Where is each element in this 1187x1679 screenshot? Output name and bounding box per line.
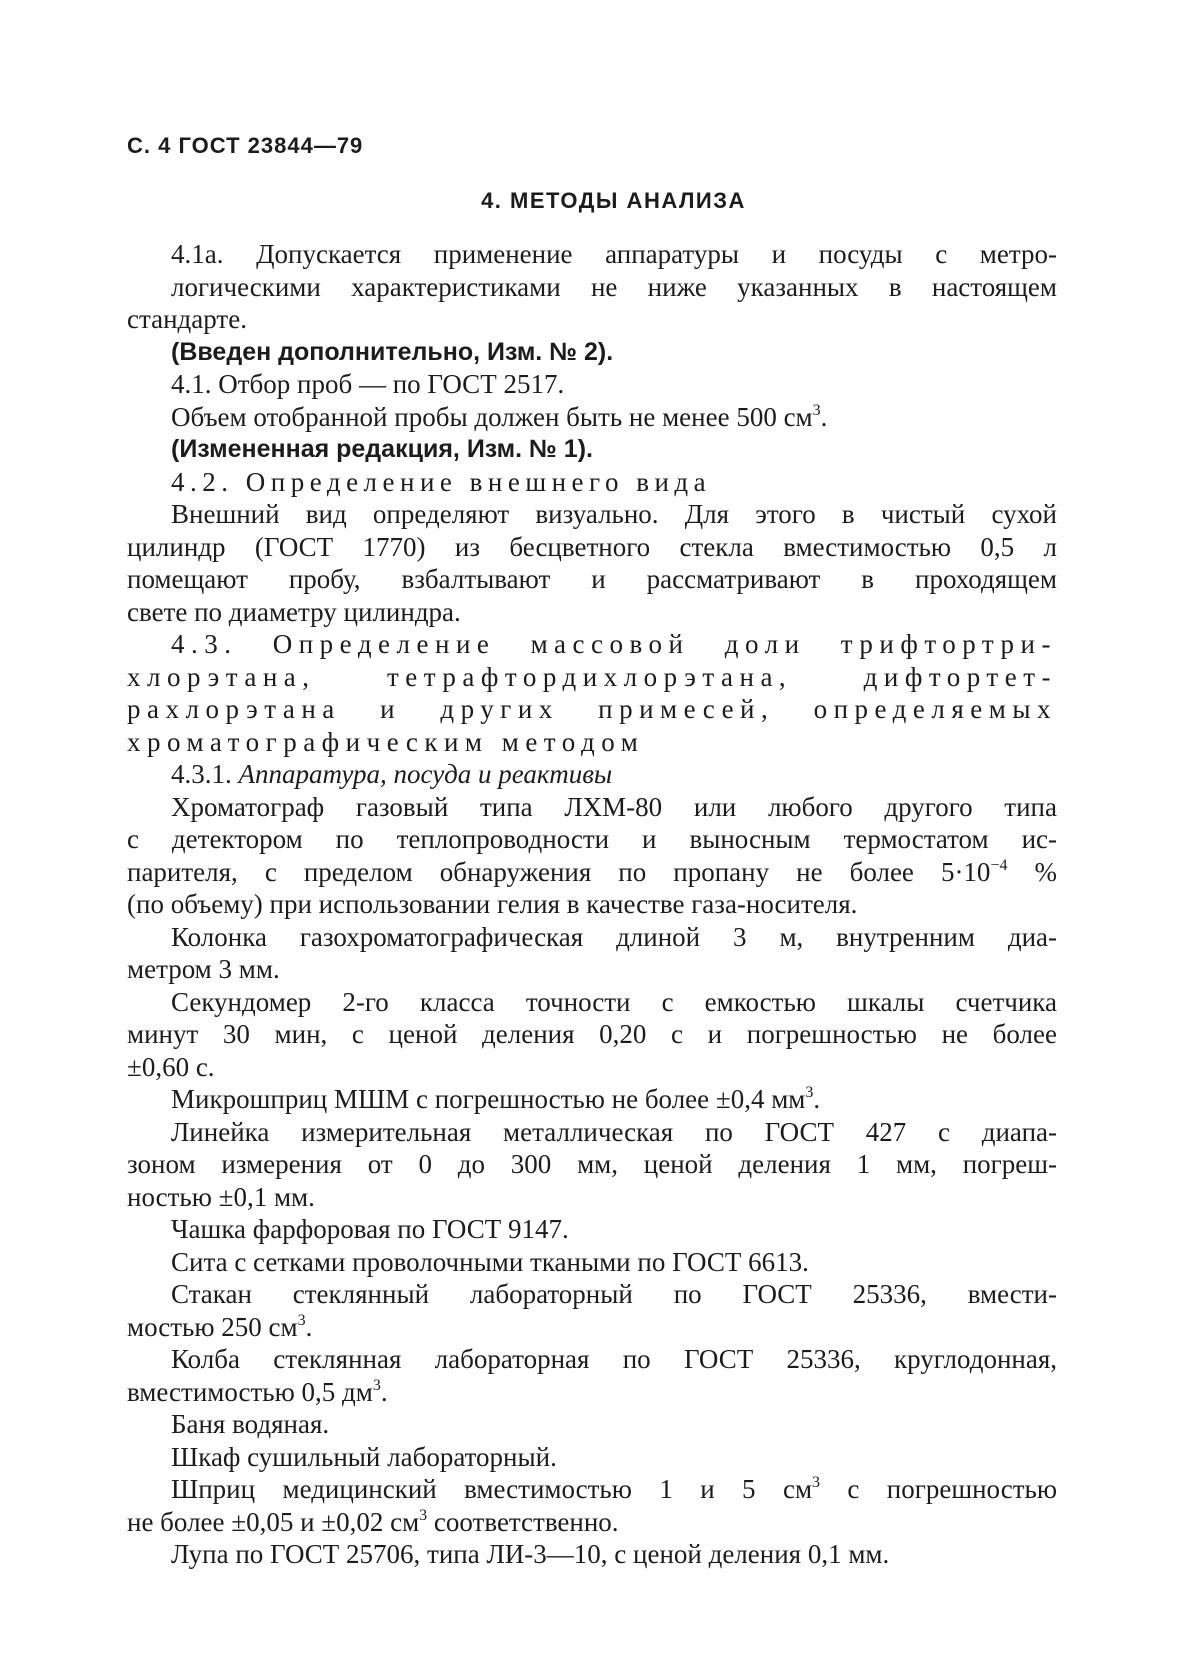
paragraph-4-1: 4.1. Отбор проб — по ГОСТ 2517. bbox=[171, 369, 565, 399]
document-body bbox=[127, 238, 1057, 1571]
heading-4-3-1: 4.3.1. Аппаратура, посуда и реактивы bbox=[171, 759, 613, 789]
paragraph-cup: Чашка фарфоровая по ГОСТ 9147. bbox=[171, 1214, 569, 1244]
paragraph-stopwatch: Секундомер 2-го класса точности с емкостью шкалы счетчика минут 30 мин, с ценой деления 0,20 с и погрешностью не более ±0,60 с. bbox=[127, 986, 1057, 1082]
heading-4-2: 4.2. Определение внешнего вида bbox=[171, 466, 712, 497]
paragraph-beaker: Стакан стеклянный лабораторный по ГОСТ 25336, вмести- мостью 250 $см^3$. bbox=[127, 1279, 1057, 1342]
page-header: С. 4 ГОСТ 23844—79 bbox=[127, 133, 364, 158]
paragraph-chromatograph: Хроматограф газовый типа ЛХМ-80 или любого другого типа с детектором по теплопроводности и выносным термостатом ис- парителя, с пределом обнаружения по пропану не более $5\cdot 10^{-4}$ % (по объему) при использовании гелия в качестве газа-носителя. bbox=[127, 791, 1057, 919]
paragraph-sample-volume: Объем отобранной пробы должен быть не менее 500 $см^3$. bbox=[171, 401, 828, 432]
paragraph-column: Колонка газохроматографическая длиной 3 м, внутренним диа- метром 3 мм. bbox=[127, 921, 1057, 984]
note-introduced: (Введен дополнительно, Изм. № 2). bbox=[171, 337, 614, 366]
paragraph-medical-syringe: Шприц медицинский вместимостью 1 и 5 $см^3$ с погрешностью не более ±0,05 и ±0,02 $см^3$ соответственно. bbox=[127, 1474, 1057, 1537]
paragraph-appearance: Внешний вид определяют визуально. Для этого в чистый сухой цилиндр (ГОСТ 1770) из бесцветного стекла вместимостью 0,5 л помещают пробу, взбалтывают и рассматривают в проходящем свете по диаметру цилиндра. bbox=[127, 499, 1057, 627]
paragraph-oven: Шкаф сушильный лабораторный. bbox=[171, 1441, 557, 1472]
paragraph-flask: Колба стеклянная лабораторная по ГОСТ 25336, круглодонная, вместимостью 0,5 $дм^3$. bbox=[127, 1344, 1057, 1407]
heading-4-3: 4.3. Определение массовой доли трифтортри- хлорэтана, тетрафтордихлорэтана, дифтортет- рахлорэтана и других примесей, определяемых хроматографическим методом bbox=[127, 629, 1057, 757]
paragraph-sieves: Сита с сетками проволочными ткаными по ГОСТ 6613. bbox=[171, 1246, 809, 1277]
section-title: 4. МЕТОДЫ АНАЛИЗА bbox=[481, 188, 746, 213]
paragraph-microsyringe: Микрошприц МШМ с погрешностью не более ±0,4 $мм^3$. bbox=[171, 1084, 821, 1114]
paragraph-magnifier: Лупа по ГОСТ 25706, типа ЛИ-3—10, с ценой деления 0,1 мм. bbox=[171, 1539, 890, 1569]
paragraph-bath: Баня водяная. bbox=[171, 1409, 330, 1439]
paragraph-ruler: Линейка измерительная металлическая по ГОСТ 427 с диапа- зоном измерения от 0 до 300 мм, ценой деления 1 мм, погреш- ностью ±0,1 мм. bbox=[127, 1116, 1057, 1212]
note-amended: (Измененная редакция, Изм. № 1). bbox=[171, 435, 593, 463]
paragraph-4-1a: 4.1а. Допускается применение аппаратуры и посуды с метро- логическими характеристиками не ниже указанных в настоящем стандарте. bbox=[127, 239, 1057, 334]
